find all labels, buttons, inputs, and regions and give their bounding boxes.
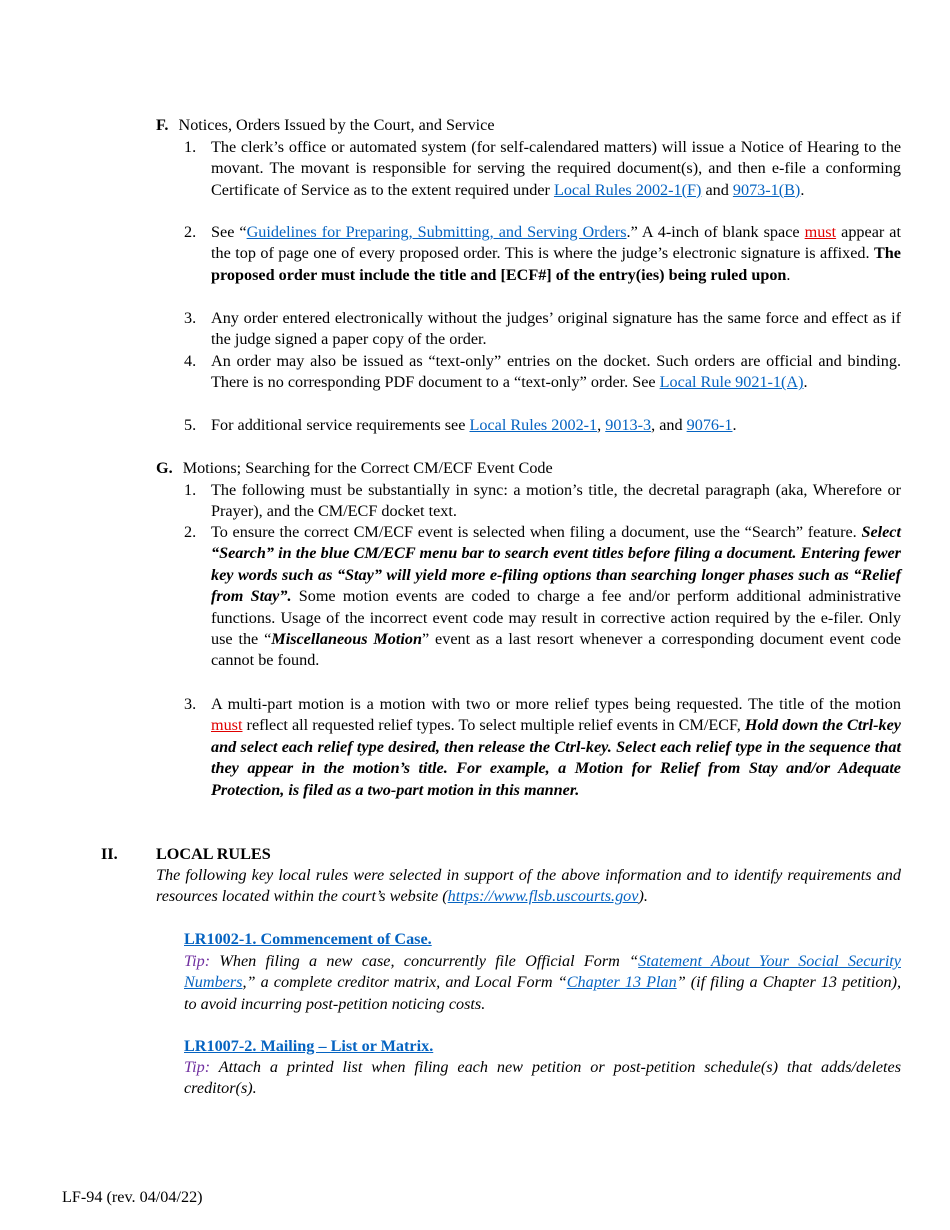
f-item-3-text: Any order entered electronically without the judges’ original signature has the same force and effect as if the judge signed a paper copy of the order. bbox=[211, 309, 901, 349]
section-ii-numeral: II. bbox=[101, 845, 118, 863]
rule-heading-lr1002-1-text[interactable]: LR1002-1. Commencement of Case. bbox=[184, 930, 432, 948]
tip-label-2: Tip: bbox=[184, 1058, 211, 1076]
misc-motion-term: Miscellaneous Motion bbox=[271, 630, 422, 649]
f-item-4 bbox=[211, 351, 901, 394]
f-item-1-text-c: . bbox=[800, 180, 805, 199]
rule-heading-lr1007-2-text[interactable]: LR1007-2. Mailing – List or Matrix. bbox=[184, 1037, 434, 1055]
rule-lr1002-1-text-a: When filing a new case, concurrently file Official Form “ bbox=[210, 952, 639, 970]
g-item-2-text-a: To ensure the correct CM/ECF event is selected when filing a document, use the “Search” feature. bbox=[211, 523, 862, 541]
f-item-4-number: 4. bbox=[184, 352, 197, 370]
f-item-5-text-b: , bbox=[597, 416, 606, 434]
f-item-5-text-d: . bbox=[732, 416, 737, 434]
g-item-2 bbox=[211, 522, 901, 672]
f-item-2-text-b: .” A 4-inch of blank space bbox=[626, 223, 805, 241]
f-item-5 bbox=[211, 415, 901, 436]
footer-form-id: LF-94 (rev. 04/04/22) bbox=[62, 1188, 203, 1206]
rule-heading-lr1007-2[interactable] bbox=[184, 1036, 433, 1057]
local-rules-2002-1f-link[interactable]: Local Rules 2002-1(F) bbox=[553, 180, 702, 199]
f-item-2-text-c: appear at the top of page one of every proposed order. This is where the judge’s electronic signature is affixed. bbox=[211, 223, 901, 263]
section-g-heading bbox=[156, 458, 553, 479]
f-item-5-text-a: For additional service requirements see bbox=[211, 416, 470, 434]
rule-9076-1-link[interactable]: 9076-1 bbox=[686, 416, 733, 434]
f-item-5-number: 5. bbox=[184, 416, 197, 434]
rule-heading-lr1002-1[interactable] bbox=[184, 929, 432, 950]
chapter-13-plan-link[interactable]: Chapter 13 Plan bbox=[566, 973, 677, 992]
section-g-title: Motions; Searching for the Correct CM/ECF Event Code bbox=[182, 459, 553, 477]
f-item-4-text-b: . bbox=[803, 373, 808, 392]
f-item-2-number: 2. bbox=[184, 223, 197, 241]
must-emphasis-2: must bbox=[211, 716, 243, 735]
rule-lr1002-1-text-c: ” (if filing a Chapter 13 petition), to avoid incurring post-petition noticing costs. bbox=[184, 973, 902, 1013]
rule-lr1007-2-text-a: Attach a printed list when filing each new petition or post-petition schedule(s) that adds/deletes creditor(s). bbox=[184, 1058, 901, 1098]
section-ii-intro bbox=[156, 865, 901, 908]
section-f-title: Notices, Orders Issued by the Court, and Service bbox=[178, 116, 495, 134]
f-item-2-bold: The proposed order must include the title and [ECF#] of the entry(ies) being ruled upon bbox=[211, 244, 901, 284]
g-item-1-text: The following must be substantially in sync: a motion’s title, the decretal paragraph (aka, Wherefore or Prayer), and the CM/ECF docket text. bbox=[211, 481, 901, 521]
f-item-1-text-b: and bbox=[701, 180, 733, 199]
f-item-1-number: 1. bbox=[184, 138, 197, 156]
g-item-3-number: 3. bbox=[184, 695, 197, 713]
g-item-2-number: 2. bbox=[184, 523, 197, 541]
f-item-1 bbox=[211, 137, 901, 201]
rule-9013-3-link[interactable]: 9013-3 bbox=[605, 416, 652, 434]
f-item-5-text-c: , and bbox=[651, 416, 687, 434]
f-item-3-number: 3. bbox=[184, 309, 197, 327]
tip-label: Tip: bbox=[184, 952, 211, 970]
g-item-2-text-b: Some motion events are coded to charge a fee and/or perform additional administrative functions. Usage of the incorrect event code may result in corrective action required by the e-filer. Only use the “ bbox=[211, 587, 901, 649]
g-item-3 bbox=[211, 694, 901, 801]
f-item-4-text-a: An order may also be issued as “text-only” entries on the docket. Such orders are official and binding. There is no corresponding PDF document to a “text-only” order. See bbox=[211, 352, 901, 392]
g-item-1-number: 1. bbox=[184, 481, 197, 499]
g-item-3-text-a: A multi-part motion is a motion with two or more relief types being requested. The title of the motion bbox=[211, 695, 901, 713]
ssn-statement-form-link[interactable]: Statement About Your Social Security Numbers bbox=[184, 952, 901, 992]
section-ii-intro-end: ). bbox=[638, 887, 648, 906]
local-rule-9021-1a-link[interactable]: Local Rule 9021-1(A) bbox=[659, 373, 804, 392]
f-item-2-text-a: See “ bbox=[211, 223, 247, 241]
section-ii-intro-text: The following key local rules were selected in support of the above information and to identify requirements and resources located within the court’s website ( bbox=[156, 866, 901, 906]
section-g-letter: G. bbox=[156, 459, 173, 477]
section-ii-title: LOCAL RULES bbox=[156, 845, 271, 863]
f-item-2-text-d: . bbox=[786, 265, 791, 284]
local-rules-2002-1-link[interactable]: Local Rules 2002-1 bbox=[469, 416, 598, 434]
section-f-letter: F. bbox=[156, 116, 169, 134]
g-item-3-ctrl-instructions: Hold down the Ctrl-key and select each relief type desired, then release the Ctrl-key. Select each relief type in the sequence that they appear in the motion’s title. For example, a Motion for Relief from Stay and/or Adequate Protection, is filed as a two-part motion in this manner. bbox=[211, 716, 901, 799]
f-item-2 bbox=[211, 222, 901, 286]
g-item-2-search-instructions: Select “Search” in the blue CM/ECF menu bar to search event titles before filing a document. Entering fewer key words such as “Stay” will yield more e-filing options than searching longer phases such as “Relief from Stay”. bbox=[211, 523, 901, 606]
g-item-3-text-b: reflect all requested relief types. To select multiple relief events in CM/ECF, bbox=[242, 716, 745, 735]
f-item-1-text: The clerk’s office or automated system (for self-calendared matters) will issue a Notice of Hearing to the movant. The movant is responsible for serving the required document(s), and then e-file a conforming Certificate of Service as to the extent required under bbox=[211, 138, 901, 199]
rule-9073-1b-link[interactable]: 9073-1(B) bbox=[732, 180, 801, 199]
section-f-heading bbox=[156, 115, 495, 136]
rule-lr1002-1-text-b: ,” a complete creditor matrix, and Local Form “ bbox=[242, 973, 567, 992]
g-item-2-text-c: ” event as a last resort whenever a corresponding document event code cannot be found. bbox=[211, 630, 901, 670]
must-emphasis: must bbox=[804, 223, 837, 241]
court-website-link[interactable]: https://www.flsb.uscourts.gov bbox=[447, 887, 639, 906]
rule-lr1002-1-tip bbox=[184, 951, 901, 1015]
rule-lr1007-2-tip bbox=[184, 1057, 901, 1100]
guidelines-orders-link[interactable]: Guidelines for Preparing, Submitting, and Serving Orders bbox=[246, 223, 627, 241]
